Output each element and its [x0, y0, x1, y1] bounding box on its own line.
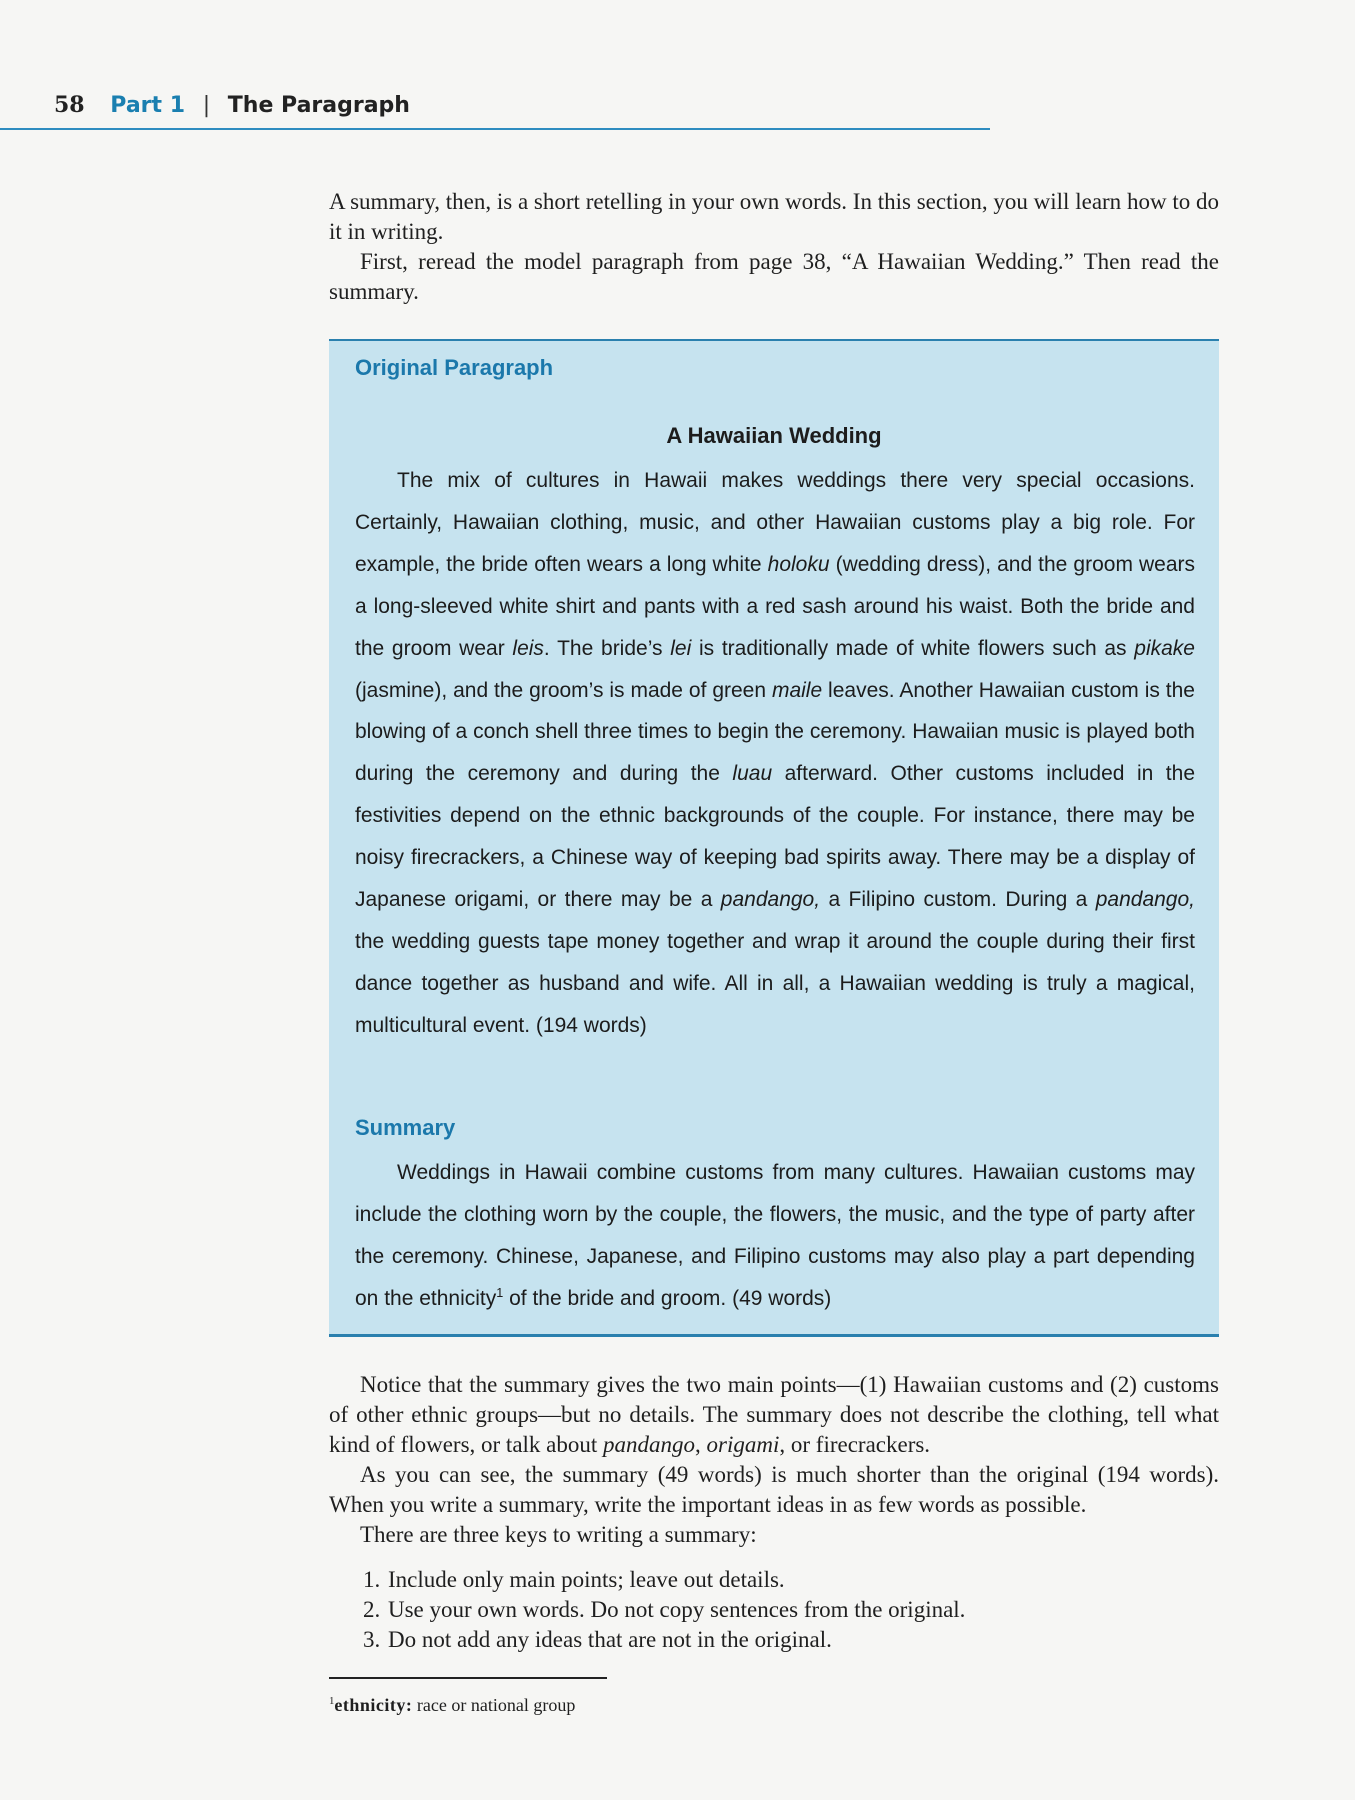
- intro-paragraph: A summary, then, is a short retelling in your own words. In this section, you will learn how to do it in writing.: [329, 189, 1219, 244]
- original-paragraph-heading: Original Paragraph: [355, 355, 554, 380]
- list-item: 2. Use your own words. Do not copy sentences from the original.: [363, 1597, 966, 1622]
- model-paragraph-box: [329, 339, 1219, 1337]
- footnote-marker: 1: [496, 1285, 504, 1300]
- summary-keys-list: [363, 1565, 965, 1655]
- part-label: Part 1: [110, 93, 186, 118]
- footnote-term: ethnicity:: [334, 1695, 413, 1715]
- summary-heading: Summary: [355, 1115, 456, 1140]
- footnote-definition: race or national group: [416, 1695, 576, 1715]
- original-paragraph: The mix of cultures in Hawaii makes weddings there very special occasions. Certainly, Hawaiian clothing, music, and other Hawaiian customs play a big role. For example, the bride often wears a long white holoku (wedding dress), and the groom wears a long-sleeved white shirt and pants with a red sash around his waist. Both the bride and the groom wear leis. The bride’s lei is traditionally made of white flowers such as pikake (jasmine), and the groom’s is made of green maile leaves. Another Hawaiian custom is the blowing of a conch shell three times to begin the ceremony. Hawaiian music is played both during the ceremony and during the luau afterward. Other customs included in the festivities depend on the ethnic backgrounds of the couple. For instance, there may be noisy firecrackers, a Chinese way of keeping bad spirits away. There may be a display of Japanese origami, or there may be a pandango, a Filipino custom. During a pandango, the wedding guests tape money together and wrap it around the couple during their first dance together as husband and wife. All in all, a Hawaiian wedding is truly a magical, multicultural event. (194 words): [355, 469, 1196, 1037]
- summary-paragraph: Weddings in Hawaii combine customs from many cultures. Hawaiian customs may include the clothing worn by the couple, the flowers, the music, and the type of party after the ceremony. Chinese, Japanese, and Filipino customs may also play a part depending on the ethnicity$^1$ of the bride and groom. (49 words): [355, 1161, 1195, 1310]
- list-item: 3. Do not add any ideas that are not in the original.: [363, 1627, 832, 1652]
- running-header: [54, 92, 410, 118]
- intro-paragraph: First, reread the model paragraph from page 38, “A Hawaiian Wedding.” Then read the summary.: [329, 249, 1219, 304]
- explanation-paragraph: As you can see, the summary (49 words) is much shorter than the original (194 words). When you write a summary, write the important ideas in as few words as possible.: [329, 1462, 1219, 1517]
- footnote: [329, 1695, 575, 1716]
- explanation-text: [329, 1370, 1219, 1550]
- footnote-rule: [329, 1677, 607, 1679]
- explanation-paragraph: Notice that the summary gives the two main points—(1) Hawaiian customs and (2) customs of other ethnic groups—but no details. The summary does not describe the clothing, tell what kind of flowers, or talk about pandango, origami, or firecrackers.: [329, 1372, 1219, 1457]
- explanation-paragraph: There are three keys to writing a summary:: [360, 1522, 757, 1547]
- header-rule: [0, 128, 990, 130]
- page-number: 58: [54, 92, 85, 118]
- chapter-title: The Paragraph: [227, 93, 410, 118]
- paragraph-title: A Hawaiian Wedding: [666, 423, 882, 448]
- list-item: 1. Include only main points; leave out details.: [363, 1567, 785, 1592]
- header-separator: |: [202, 93, 211, 118]
- footnote-number: 1: [329, 1695, 335, 1707]
- intro-text: [329, 187, 1219, 307]
